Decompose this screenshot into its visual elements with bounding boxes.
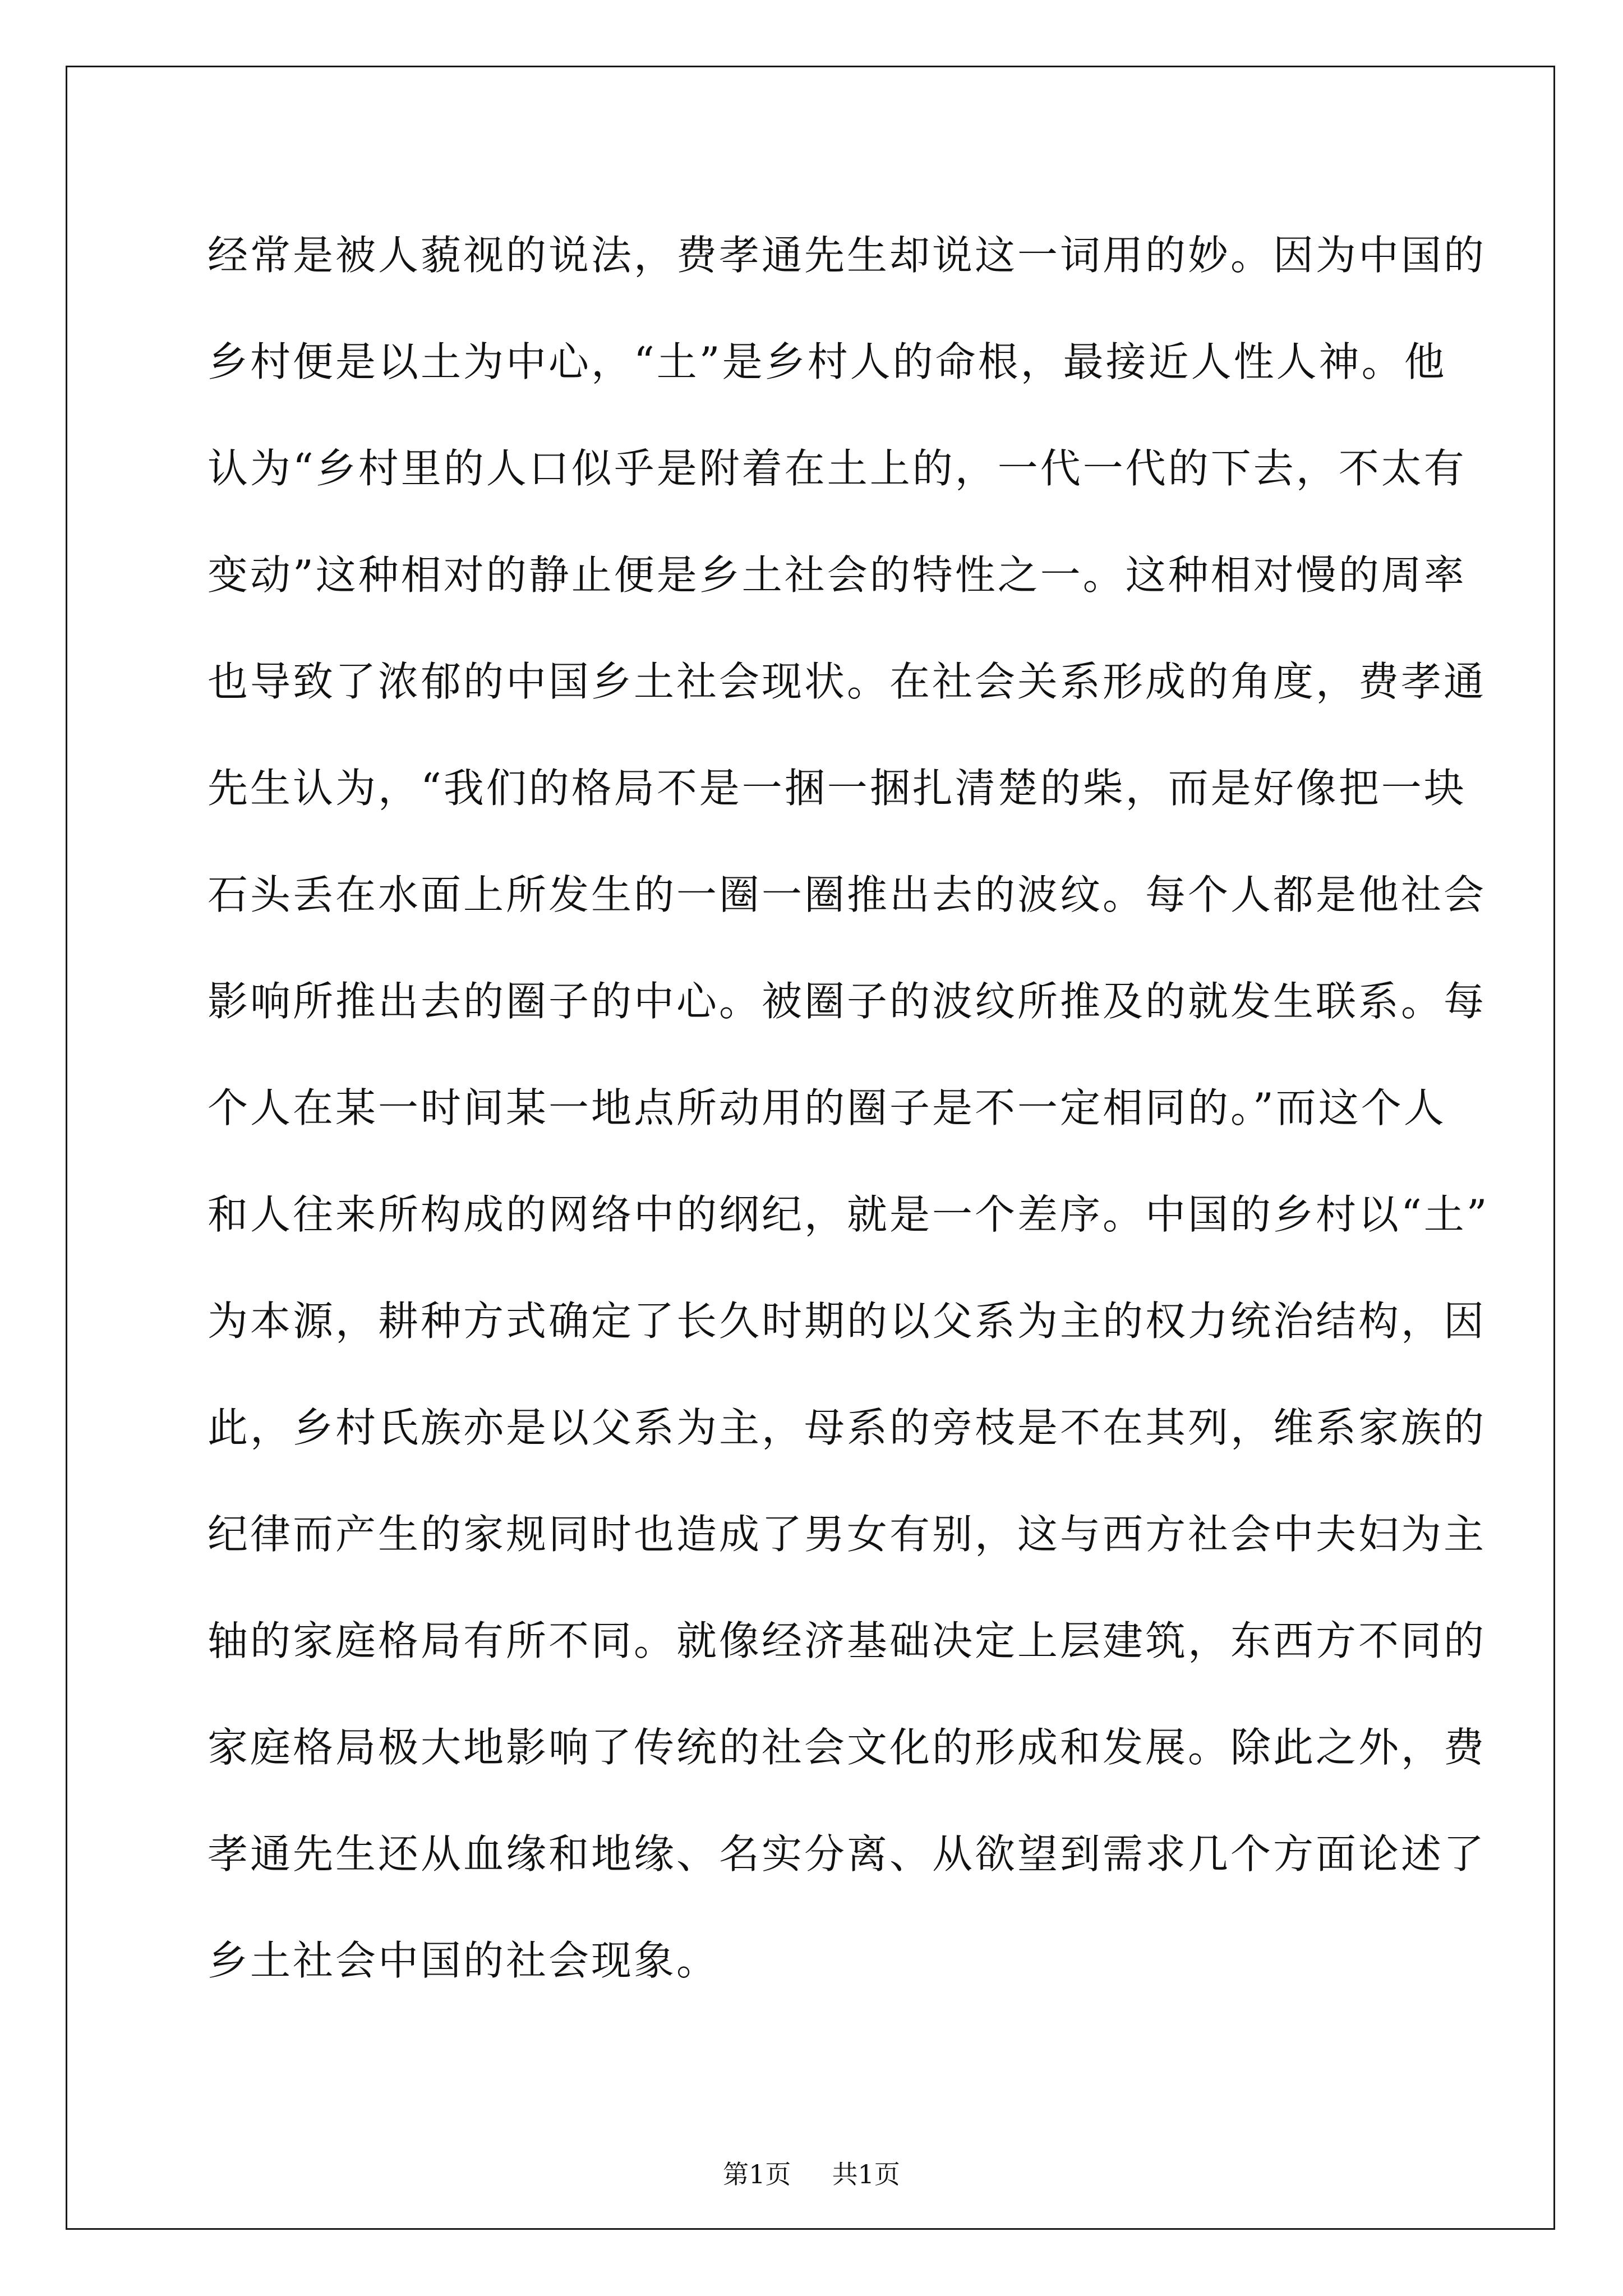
- footer-spacer: [799, 2159, 824, 2189]
- text-line: 先生认为，“我们的格局不是一捆一捆扎清楚的柴，而是好像把一块: [208, 765, 1467, 812]
- text-line: 轴的家庭格局有所不同。就像经济基础决定上层建筑，东西方不同的: [208, 1617, 1487, 1664]
- text-line: 此，乡村氏族亦是以父系为主，母系的旁枝是不在其列，维系家族的: [208, 1404, 1487, 1451]
- text-line: 影响所推出去的圈子的中心。被圈子的波纹所推及的就发生联系。每: [208, 978, 1487, 1025]
- page-number-current: 第1页: [723, 2159, 791, 2189]
- text-line: 个人在某一时间某一地点所动用的圈子是不一定相同的。”而这个人: [208, 1084, 1446, 1131]
- text-line: 变动”这种相对的静止便是乡土社会的特性之一。这种相对慢的周率: [208, 551, 1467, 599]
- text-line: 石头丢在水面上所发生的一圈一圈推出去的波纹。每个人都是他社会: [208, 871, 1487, 918]
- text-line: 纪律而产生的家规同时也造成了男女有别，这与西方社会中夫妇为主: [208, 1511, 1487, 1558]
- text-line: 也导致了浓郁的中国乡土社会现状。在社会关系形成的角度，费孝通: [208, 658, 1487, 705]
- text-line: 乡土社会中国的社会现象。: [208, 1937, 720, 1984]
- text-line: 孝通先生还从血缘和地缘、名实分离、从欲望到需求几个方面论述了: [208, 1830, 1487, 1878]
- text-line: 和人往来所构成的网络中的纲纪，就是一个差序。中国的乡村以“土”: [208, 1191, 1490, 1238]
- text-line: 经常是被人藐视的说法，费孝通先生却说这一词用的妙。因为中国的: [208, 232, 1487, 279]
- body-text: [208, 202, 1490, 2014]
- page-number-total: 共1页: [832, 2159, 900, 2189]
- page-footer: [0, 2154, 1623, 2191]
- text-line: 家庭格局极大地影响了传统的社会文化的形成和发展。除此之外，费: [208, 1724, 1487, 1771]
- text-line: 为本源，耕种方式确定了长久时期的以父系为主的权力统治结构，因: [208, 1297, 1487, 1345]
- text-line: 认为“乡村里的人口似乎是附着在土上的，一代一代的下去，不太有: [208, 445, 1467, 492]
- text-line: 乡村便是以土为中心，“土”是乡村人的命根，最接近人性人神。他: [208, 338, 1447, 385]
